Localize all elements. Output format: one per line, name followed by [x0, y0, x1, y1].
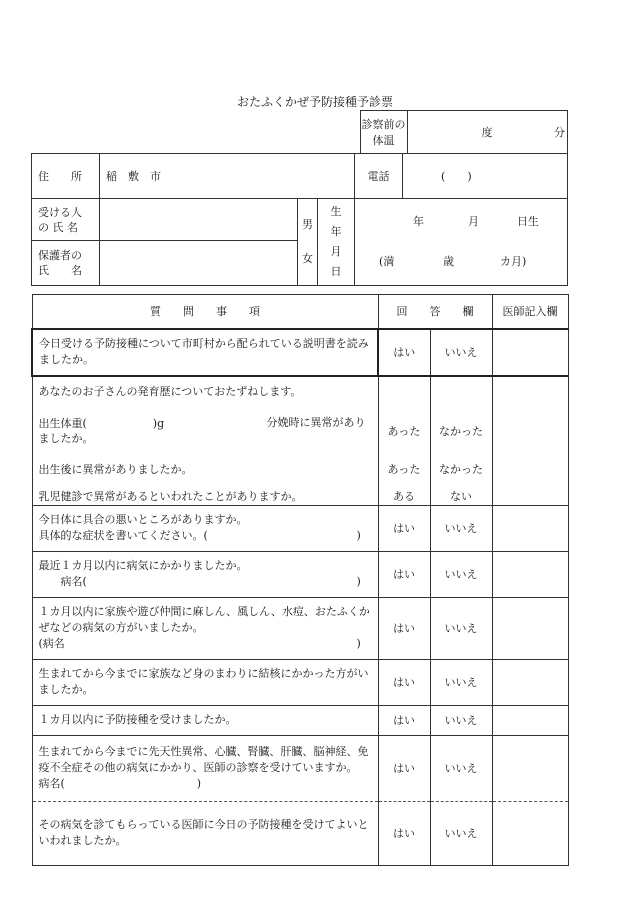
- temp-label: 診察前の体温: [360, 111, 407, 154]
- dob-label-4: 日: [330, 265, 342, 278]
- q6-doctor[interactable]: [492, 659, 568, 705]
- header-doctor: 医師記入欄: [492, 295, 568, 329]
- sex-female: 女: [302, 252, 313, 265]
- q4-line2: 病名(: [60, 575, 87, 588]
- q2a-yes[interactable]: あった: [387, 424, 421, 438]
- guardian-label: [32, 241, 100, 286]
- age-months: カ月): [500, 255, 527, 268]
- q5-line1: １カ月以内に家族や遊び仲間に麻しん、風しん、水痘、おたふくかぜなどの病気の方がいましたか。: [38, 605, 370, 634]
- dob-field[interactable]: [355, 199, 568, 286]
- phone-field[interactable]: [403, 154, 568, 199]
- q1-doctor[interactable]: [492, 329, 568, 376]
- q7-doctor[interactable]: [492, 705, 568, 735]
- q6-no[interactable]: いいえ: [430, 659, 492, 705]
- q2c-text: 乳児健診で異常があるといわれたことがありますか。: [38, 489, 303, 503]
- q4-close: ): [356, 575, 361, 588]
- q1-no[interactable]: いいえ: [430, 329, 492, 376]
- q9-text: その病気を診てもらっている医師に今日の予防接種を受けてよいといわれましたか。: [32, 801, 378, 865]
- q2c-yes[interactable]: ある: [393, 489, 415, 503]
- q9-yes[interactable]: はい: [378, 801, 430, 865]
- q4-no[interactable]: いいえ: [430, 551, 492, 597]
- age-unit: 歳: [443, 255, 455, 268]
- guardian-label-2: 氏 名: [38, 264, 82, 278]
- q2-yes-col: [378, 376, 430, 506]
- patient-info-table-2: [31, 153, 568, 286]
- guardian-label-1: 保護者の: [38, 249, 82, 263]
- q3-line1: 今日体に具合の悪いところがありますか。: [38, 513, 248, 526]
- q6-text: 生まれてから今までに家族など身のまわりに結核にかかった方がいましたか。: [32, 659, 378, 705]
- q5-line2: (病名: [38, 637, 65, 650]
- dob-day: 日生: [517, 215, 540, 228]
- q2a-weight: 出生体重( )g: [38, 416, 165, 430]
- dob-month: 月: [468, 215, 480, 228]
- dob-label: [318, 199, 355, 286]
- recipient-name-field[interactable]: [100, 199, 298, 241]
- q1-yes[interactable]: はい: [378, 329, 430, 376]
- q2b-yes[interactable]: あった: [387, 462, 421, 476]
- form-title: おたふくかぜ予防接種予診票: [236, 95, 393, 109]
- dob-label-2: 年: [330, 225, 342, 238]
- q5-yes[interactable]: はい: [378, 597, 430, 659]
- q4-yes[interactable]: はい: [378, 551, 430, 597]
- q2-text: [32, 376, 378, 506]
- q2-intro: あなたのお子さんの発育歴についておたずねします。: [38, 384, 302, 398]
- q9-doctor[interactable]: [492, 801, 568, 865]
- q4-line1: 最近１カ月以内に病気にかかりましたか。: [38, 559, 248, 572]
- q5-close: ): [356, 637, 361, 650]
- q5-no[interactable]: いいえ: [430, 597, 492, 659]
- guardian-name-field[interactable]: [100, 241, 298, 286]
- recipient-label: [32, 199, 100, 241]
- q2b-text: 出生後に異常がありましたか。: [38, 462, 193, 476]
- header-answer: 回 答 欄: [378, 295, 492, 329]
- patient-info-table: [31, 110, 568, 154]
- temp-unit-minute: 分: [554, 126, 565, 139]
- temp-unit-degree: 度: [481, 126, 493, 139]
- phone-label: 電話: [355, 154, 403, 199]
- q7-text: １カ月以内に予防接種を受けましたか。: [32, 705, 378, 735]
- q3-line2: 具体的な症状を書いてください。(: [38, 529, 208, 542]
- age-open: (満: [379, 255, 395, 268]
- dob-label-3: 月: [330, 245, 342, 258]
- q7-yes[interactable]: はい: [378, 705, 430, 735]
- q2a-no[interactable]: なかった: [439, 424, 483, 438]
- address-field[interactable]: [100, 154, 355, 199]
- q3-doctor[interactable]: [492, 505, 568, 551]
- q1-text: 今日受ける予防接種について市町村から配られている説明書を読みましたか。: [32, 329, 378, 376]
- q2-doctor[interactable]: [492, 376, 568, 506]
- phone-paren: ( ): [441, 170, 472, 183]
- recipient-label-1: 受ける人: [38, 205, 82, 219]
- q5-doctor[interactable]: [492, 597, 568, 659]
- q3-close: ): [356, 529, 361, 542]
- q5-text: [32, 597, 378, 659]
- address-label: 住 所: [32, 154, 100, 199]
- recipient-label-2: の 氏 名: [38, 220, 78, 234]
- q6-yes[interactable]: はい: [378, 659, 430, 705]
- q4-doctor[interactable]: [492, 551, 568, 597]
- q7-no[interactable]: いいえ: [430, 705, 492, 735]
- q3-yes[interactable]: はい: [378, 505, 430, 551]
- questions-table: [31, 294, 569, 866]
- sex-male: 男: [302, 218, 313, 231]
- dob-label-1: 生: [330, 205, 342, 218]
- q2a-delivery: 分娩時に異常がありましたか。: [38, 415, 366, 445]
- dob-year: 年: [413, 215, 425, 228]
- q3-no[interactable]: いいえ: [430, 505, 492, 551]
- address-value: 稲 敷 市: [106, 170, 161, 183]
- q8-yes[interactable]: はい: [378, 735, 430, 801]
- q9-no[interactable]: いいえ: [430, 801, 492, 865]
- q2c-no[interactable]: ない: [450, 489, 472, 503]
- q8-no[interactable]: いいえ: [430, 735, 492, 801]
- temp-field[interactable]: [407, 111, 567, 154]
- header-question: 質 問 事 項: [32, 295, 378, 329]
- q4-text: [32, 551, 378, 597]
- q8-doctor[interactable]: [492, 735, 568, 801]
- sex-cell[interactable]: [298, 199, 318, 286]
- q3-text: [32, 505, 378, 551]
- q2-no-col: [430, 376, 492, 506]
- q2b-no[interactable]: なかった: [439, 462, 483, 476]
- q8-text: 生まれてから今までに先天性異常、心臓、腎臓、肝臓、脳神経、免疫不全症その他の病気にかかり、医師の診察を受けていますか。 病名( ): [32, 735, 378, 801]
